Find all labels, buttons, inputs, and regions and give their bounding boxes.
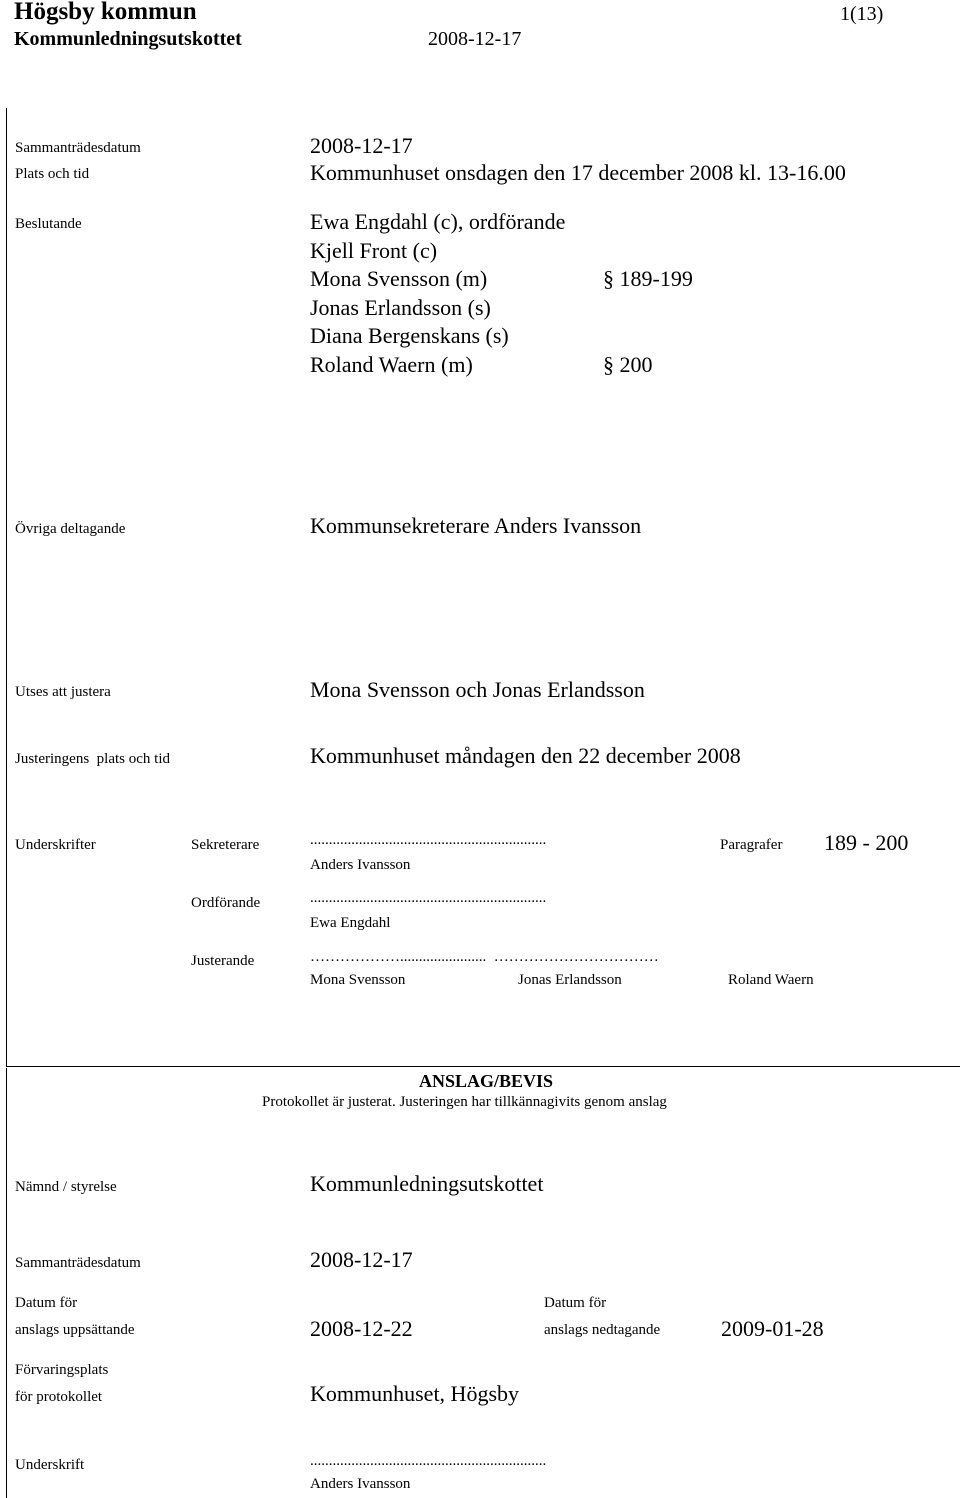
notice-date-value: 2008-12-17 <box>310 1247 413 1272</box>
secretary-name: Anders Ivansson <box>310 857 411 873</box>
header-date: 2008-12-17 <box>428 28 522 50</box>
notice-divider <box>6 1066 960 1067</box>
storage-label-line2: för protokollet <box>15 1389 103 1405</box>
member-3-note: § 189-199 <box>603 266 693 291</box>
member-2: Kjell Front (c) <box>310 238 438 263</box>
organization-name: Högsby kommun <box>14 0 197 25</box>
posted-label-line1: Datum för <box>15 1295 78 1311</box>
adjusters-value: Mona Svensson och Jonas Erlandsson <box>310 677 645 702</box>
adjuster-name-2: Jonas Erlandsson <box>518 972 622 988</box>
posted-date: 2008-12-22 <box>310 1316 413 1341</box>
storage-value: Kommunhuset, Högsby <box>310 1381 519 1406</box>
member-6-note: § 200 <box>603 352 653 377</box>
secretary-dots: ............................................................... <box>310 832 547 848</box>
body-label: Nämnd / styrelse <box>15 1179 117 1195</box>
member-6: Roland Waern (m) <box>310 352 473 377</box>
others-value: Kommunsekreterare Anders Ivansson <box>310 513 642 538</box>
frame-left-border-top <box>6 108 7 1066</box>
signatures-label: Underskrifter <box>15 837 96 853</box>
chair-label: Ordförande <box>191 895 261 911</box>
notice-subtitle: Protokollet är justerat. Justeringen har tillkännagivits genom anslag <box>262 1094 667 1110</box>
paragraphs-value: 189 - 200 <box>824 830 909 855</box>
meeting-date-label: Sammanträdesdatum <box>15 140 141 156</box>
removed-label-line1: Datum för <box>544 1295 607 1311</box>
notice-title: ANSLAG/BEVIS <box>418 1071 554 1091</box>
posted-label-line2: anslags uppsättande <box>15 1322 135 1338</box>
member-3: Mona Svensson (m) <box>310 266 488 291</box>
committee-name: Kommunledningsutskottet <box>14 28 242 50</box>
notice-date-label: Sammanträdesdatum <box>15 1255 141 1271</box>
member-1: Ewa Engdahl (c), ordförande <box>310 209 566 234</box>
adjuster-name-1: Mona Svensson <box>310 972 406 988</box>
removed-date: 2009-01-28 <box>721 1316 824 1341</box>
adjust-label: Utses att justera <box>15 684 111 700</box>
others-label: Övriga deltagande <box>15 521 126 537</box>
member-4: Jonas Erlandsson (s) <box>310 295 491 320</box>
adjuster-name-3: Roland Waern <box>728 972 814 988</box>
decision-label: Beslutande <box>15 216 82 232</box>
signature-dots: ............................................................... <box>310 1453 547 1469</box>
chair-name: Ewa Engdahl <box>310 915 391 931</box>
removed-label-line2: anslags nedtagande <box>544 1322 661 1338</box>
paragraphs-label: Paragrafer <box>720 837 783 853</box>
signature-name: Anders Ivansson <box>310 1476 411 1492</box>
meeting-place: Kommunhuset onsdagen den 17 december 2008 kl. 13-16.00 <box>310 160 846 185</box>
adjuster-dots: ………………....................... …………………………… <box>310 949 659 965</box>
chair-dots: ............................................................... <box>310 890 547 906</box>
meeting-date: 2008-12-17 <box>310 133 413 158</box>
adjuster-label: Justerande <box>191 953 255 969</box>
adjust-place-value: Kommunhuset måndagen den 22 december 2008 <box>310 743 741 768</box>
place-label: Plats och tid <box>15 166 90 182</box>
member-5: Diana Bergenskans (s) <box>310 323 509 348</box>
adjust-place-label: Justeringens plats och tid <box>15 751 170 767</box>
page-number: 1(13) <box>840 3 884 25</box>
secretary-label: Sekreterare <box>191 837 260 853</box>
frame-left-border-bottom <box>6 1068 7 1498</box>
storage-label-line1: Förvaringsplats <box>15 1362 109 1378</box>
body-value: Kommunledningsutskottet <box>310 1171 544 1196</box>
signature-label: Underskrift <box>15 1457 85 1473</box>
